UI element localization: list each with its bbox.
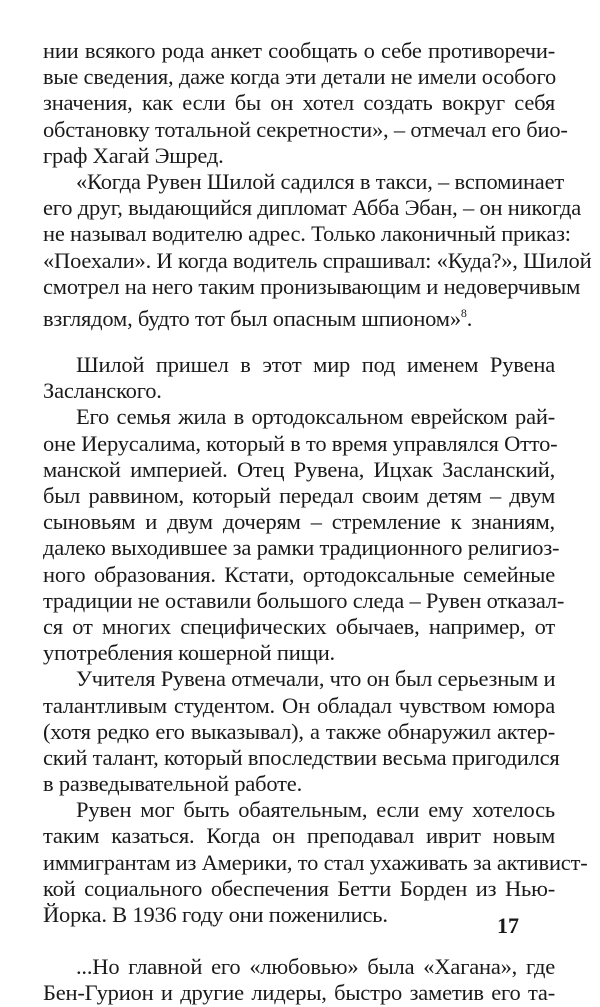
page-number: 17 [497, 913, 519, 938]
paragraph-4 [43, 404, 565, 666]
text-line: взглядом, будто тот был опасным шпионом» [43, 305, 461, 331]
text-line: граф Хагай Эшред. [43, 142, 224, 168]
text-line: «Когда Рувен Шилой садился в такси, – вспоминает [76, 168, 565, 194]
text-line-with-footnote [43, 300, 555, 331]
paragraph-1 [43, 38, 568, 169]
text-line: Бен-Гурион и другие лидеры, быстро заметив его та- [43, 980, 555, 1006]
text-line: употребления кошерной пищи. [43, 640, 335, 666]
paragraph-2-quote [43, 168, 592, 331]
text-line: вые сведения, даже когда эти детали не имели особого [43, 64, 556, 90]
text-line: манской империей. Отец Рувена, Ицхак Засланский, [43, 456, 555, 482]
paragraph-5 [43, 666, 560, 797]
text-line: его друг, выдающийся дипломат Абба Эбан, – он никогда [43, 195, 582, 221]
text-line: Его семья жила в ортодоксальном еврейском рай- [76, 404, 555, 430]
text-line: Учителя Рувена отмечали, что он был серьезным и [76, 666, 556, 692]
text-line: сыновьям и двум дочерям – стремление к знаниям, [43, 509, 555, 535]
paragraph-6 [43, 797, 588, 928]
text-line: таким казаться. Когда он преподавал иврит новым [43, 823, 555, 849]
footnote-reference[interactable]: 8 [460, 305, 467, 320]
text-line: ся от многих специфических обычаев, например, от [43, 613, 555, 639]
text-line: ский талант, который впоследствии весьма пригодился [43, 744, 560, 770]
text-line: значения, как если бы он хотел создать вокруг себя [43, 90, 555, 116]
text-line: (хотя редко его выказывал), а также обнаружил актер- [43, 718, 555, 744]
text-line: обстановку тотальной секретности», – отмечал его био- [43, 116, 568, 142]
text-line: иммигрантам из Америки, то стал ухаживать за активист- [43, 849, 588, 875]
paragraph-7 [43, 954, 555, 1006]
paragraph-3 [43, 352, 555, 404]
text-line: Йорка. В 1936 году они поженились. [43, 902, 388, 927]
page-body [43, 38, 592, 1007]
text-line: Рувен мог быть обаятельным, если ему хотелось [76, 797, 555, 823]
text-line: Шилой пришел в этот мир под именем Рувена [76, 352, 555, 378]
text-line: не называл водителю адрес. Только лаконичный приказ: [43, 221, 571, 247]
text-line: далеко выходившее за рамки традиционного религиоз- [43, 535, 560, 561]
text-line: кой социального обеспечения Бетти Борден из Нью- [43, 875, 555, 901]
text-line: был раввином, который передал своим детям – двум [43, 483, 555, 508]
text-line: ного образования. Кстати, ортодоксальные семейные [43, 561, 555, 587]
text-line: Засланского. [43, 378, 162, 404]
text-line: ...Но главной его «любовью» была «Хагана», где [76, 954, 555, 980]
text-line: традиции не оставили большого следа – Рувен отказал- [43, 587, 565, 613]
text-line: смотрел на него таким пронизывающим и недоверчивым [43, 273, 581, 299]
text-line: оне Иерусалима, который в то время управлялся Отто- [43, 430, 558, 456]
trailing-period: . [466, 305, 473, 331]
text-line: в разведывательной работе. [43, 771, 302, 797]
text-line: «Поехали». И когда водитель спрашивал: «Куда?», Шилой [43, 247, 592, 273]
text-line: нии всякого рода анкет сообщать о себе противоречи- [43, 38, 555, 63]
section-gap [43, 928, 555, 954]
text-line: талантливым студентом. Он обладал чувством юмора [43, 692, 555, 718]
